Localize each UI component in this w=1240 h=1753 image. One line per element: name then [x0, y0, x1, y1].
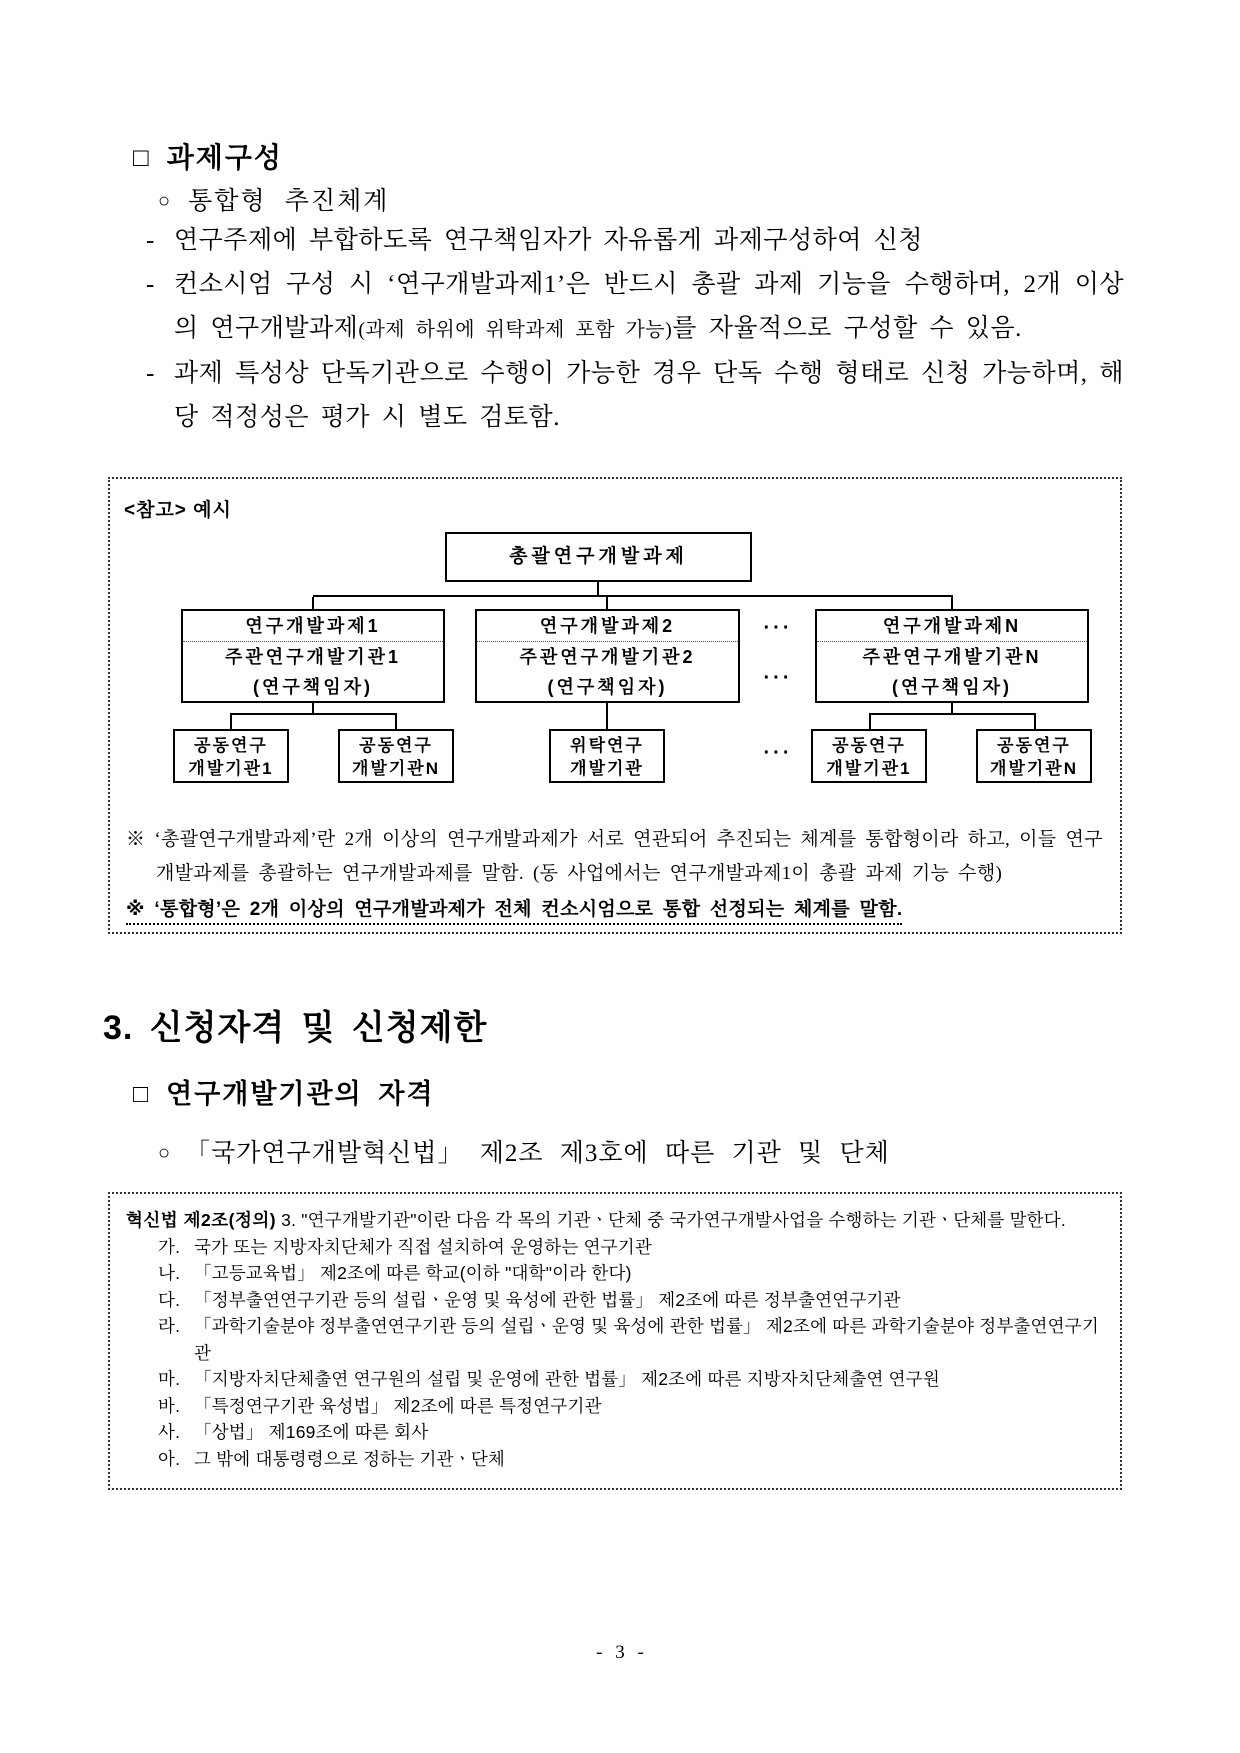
joint-org-line1: 공동연구	[359, 736, 433, 755]
projectN-head: (연구책임자)	[892, 677, 1012, 697]
dash-icon: -	[146, 360, 155, 387]
dash-item-2-pre: 컨소시엄 구성 시 ‘연구개발과제1’은 반드시 총괄 과제 기능을 수행하며, 2개 이상의 연구개발과제	[174, 271, 1124, 342]
note-1-text: ‘총괄연구개발과제’란 2개 이상의 연구개발과제가 서로 연관되어 추진되는 체계를 통합형이라 하고, 이들 연구개발과제를 총괄하는 연구개발과제를 말함. (동 사업에서는 연구개발과제1이 총괄 과제 기능 수행)	[154, 829, 1103, 884]
reference-example-box	[108, 477, 1122, 934]
section-title-text: 과제구성	[166, 143, 283, 174]
joint-org-line1: 공동연구	[832, 736, 906, 755]
project2-title: 연구개발과제2	[477, 611, 738, 642]
dash-item-2-post: 를 자율적으로 구성할 수 있음.	[672, 315, 1022, 342]
joint-org-line2: 개발기관N	[352, 759, 440, 778]
connector-line	[313, 595, 953, 597]
projectN-org: 주관연구개발기관N	[862, 647, 1042, 667]
item-text: 국가 또는 지방자치단체가 직접 설치하여 운영하는 연구기관	[194, 1236, 652, 1257]
page-number: - 3 -	[596, 1642, 644, 1663]
item-text: 「지방자치단체출연 연구원의 설립 및 운영에 관한 법률」 제2조에 따른 지방자치단체출연 연구원	[194, 1369, 940, 1389]
dash-item-3-text: 과제 특성상 단독기관으로 수행이 가능한 경우 단독 수행 형태로 신청 가능하며, 해당 적정성은 평가 시 별도 검토함.	[174, 360, 1124, 431]
legal-item-da	[158, 1287, 1104, 1314]
item-text: 그 밖에 대통령령으로 정하는 기관ㆍ단체	[194, 1448, 506, 1469]
legal-item-sa	[158, 1419, 1104, 1446]
project2-head: (연구책임자)	[547, 677, 668, 697]
bullet-integrated-system	[158, 181, 389, 217]
note-2	[126, 893, 1108, 927]
consigned-org-line2: 개발기관	[570, 759, 644, 778]
connector-line	[230, 715, 232, 729]
diagram-project2-box	[475, 609, 740, 703]
legal-item-ga	[158, 1234, 1104, 1261]
connector-line	[606, 597, 608, 609]
connector-line	[312, 597, 314, 609]
note-1	[126, 823, 1108, 891]
item-label: 아.	[158, 1448, 181, 1469]
project1-org: 주관연구개발기관1	[224, 647, 402, 667]
note-2-text: ‘통합형’은 2개 이상의 연구개발과제가 전체 컨소시엄으로 통합 선정되는 체계를 말함.	[154, 899, 903, 920]
connector-line	[869, 715, 871, 729]
joint-org-box-2	[338, 729, 454, 783]
connector-line	[869, 713, 1036, 715]
legal-item-ba	[158, 1393, 1104, 1420]
legal-item-ma	[158, 1366, 1104, 1393]
project2-org: 주관연구개발기관2	[519, 647, 696, 667]
reference-mark-icon: ※	[126, 899, 145, 920]
project1-head: (연구책임자)	[253, 677, 373, 697]
legal-intro-rest: 3. "연구개발기관"이란 다음 각 목의 기관ㆍ단체 중 국가연구개발사업을 수행하는 기관ㆍ단체를 말한다.	[276, 1210, 1066, 1230]
connector-line	[230, 713, 397, 715]
item-label: 바.	[158, 1395, 181, 1416]
square-bullet-icon: □	[133, 143, 151, 172]
legal-definition-box	[108, 1192, 1122, 1490]
diagram-project1-box	[181, 609, 445, 703]
section3-heading: 3. 신청자격 및 신청제한	[103, 1009, 488, 1047]
legal-item-a	[158, 1446, 1104, 1473]
item-text: 「상법」 제169조에 따른 회사	[194, 1422, 429, 1442]
reference-label: <참고> 예시	[124, 500, 232, 521]
joint-org-box-4	[976, 729, 1092, 783]
section3-subheading	[133, 1072, 435, 1111]
dash-icon: -	[146, 271, 155, 298]
joint-org-line1: 공동연구	[997, 736, 1071, 755]
reference-mark-icon: ※	[126, 829, 146, 850]
reference-notes	[126, 823, 1108, 927]
connector-line	[951, 597, 953, 609]
item-label: 다.	[158, 1289, 181, 1310]
joint-org-line1: 공동연구	[194, 736, 268, 755]
circle-bullet-icon: ○	[158, 190, 173, 212]
legal-item-na	[158, 1260, 1104, 1287]
joint-org-line2: 개발기관1	[826, 759, 912, 778]
project1-title: 연구개발과제1	[183, 611, 443, 642]
section3-bullet	[158, 1133, 890, 1169]
connector-line	[395, 715, 397, 729]
dash-item-2-text	[174, 263, 1124, 352]
ellipsis-icon: ···	[763, 617, 793, 639]
dash-icon: -	[146, 227, 155, 254]
diagram-projectN-box	[815, 609, 1089, 703]
item-label: 가.	[158, 1236, 181, 1257]
item-label: 마.	[158, 1369, 181, 1389]
dash-item-2	[146, 263, 1124, 352]
square-bullet-icon: □	[133, 1081, 151, 1108]
bullet-text: 통합형 추진체계	[188, 188, 390, 215]
dash-item-1-text: 연구주제에 부합하도록 연구책임자가 자유롭게 과제구성하여 신청	[174, 227, 923, 254]
item-label: 사.	[158, 1422, 181, 1442]
section3-bullet-text: 「국가연구개발혁신법」 제2조 제3호에 따른 기관 및 단체	[185, 1140, 890, 1167]
legal-intro	[126, 1207, 1104, 1234]
joint-org-line2: 개발기관N	[990, 759, 1078, 778]
circle-bullet-icon: ○	[158, 1142, 172, 1164]
legal-intro-bold: 혁신법 제2조(정의)	[126, 1210, 277, 1230]
item-text: 「정부출연연구기관 등의 설립ㆍ운영 및 육성에 관한 법률」 제2조에 따른 정부출연연구기관	[194, 1289, 901, 1310]
legal-item-list	[158, 1234, 1104, 1473]
ellipsis-icon: ···	[763, 742, 793, 764]
item-text: 「과학기술분야 정부출연연구기관 등의 설립ㆍ운영 및 육성에 관한 법률」 제2조에 따른 과학기술분야 정부출연연구기관	[194, 1316, 1099, 1363]
diagram-root-box: 총괄연구개발과제	[445, 532, 752, 582]
joint-org-line2: 개발기관1	[188, 759, 274, 778]
section3-subheading-text: 연구개발기관의 자격	[166, 1079, 435, 1109]
ellipsis-icon: ···	[763, 667, 793, 689]
projectN-title: 연구개발과제N	[817, 611, 1087, 642]
consigned-org-line1: 위탁연구	[570, 736, 644, 755]
connector-line	[606, 703, 608, 729]
joint-org-box-1	[173, 729, 289, 783]
note-2-inner	[126, 899, 902, 925]
legal-item-ra	[158, 1313, 1104, 1366]
item-text: 「고등교육법」 제2조에 따른 학교(이하 "대학"이라 한다)	[194, 1263, 632, 1283]
dash-item-1	[146, 219, 1124, 263]
item-label: 나.	[158, 1263, 181, 1283]
joint-org-box-3	[811, 729, 927, 783]
item-label: 라.	[158, 1316, 181, 1336]
connector-line	[1034, 715, 1036, 729]
dash-item-2-paren: (과제 하위에 위탁과제 포함 가능)	[358, 319, 673, 341]
connector-line	[597, 582, 599, 596]
dash-item-3	[146, 352, 1124, 440]
section-title-task-composition	[133, 136, 283, 176]
item-text: 「특정연구기관 육성법」 제2조에 따른 특정연구기관	[194, 1395, 602, 1416]
consigned-org-box	[549, 729, 665, 783]
dash-item-list	[146, 219, 1124, 440]
